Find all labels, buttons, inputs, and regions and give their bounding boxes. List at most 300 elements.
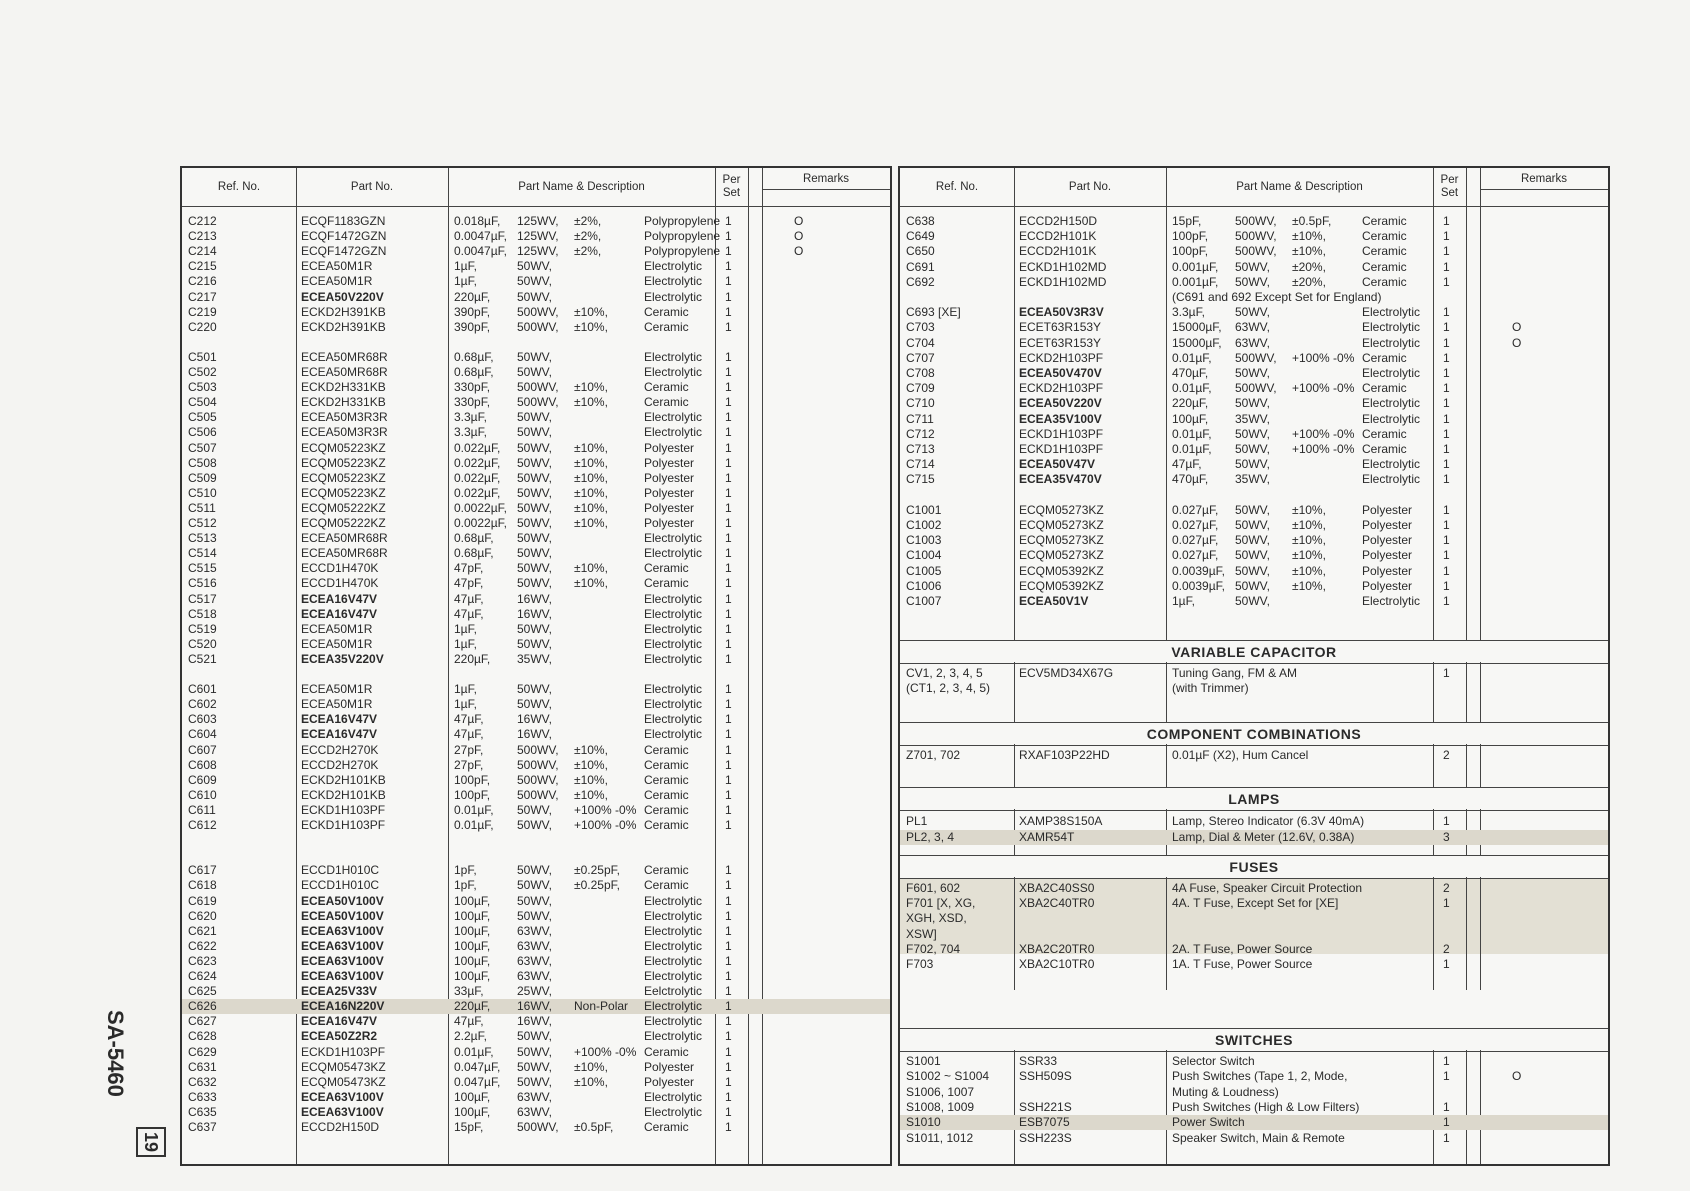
type: Polyester	[1362, 578, 1413, 593]
voltage: 125WV,	[517, 244, 559, 259]
part-no: ECQF1183GZN	[301, 214, 386, 228]
voltage: 50WV,	[517, 697, 552, 712]
type: Ceramic	[644, 802, 689, 817]
ref-no: C604	[188, 727, 217, 742]
per-set: 1	[725, 591, 732, 606]
ref-no: C1001	[906, 502, 942, 517]
tolerance: +100% -0%	[1292, 350, 1355, 365]
tolerance: +100% -0%	[1292, 442, 1355, 456]
part-no: XBA2C40SS0	[1019, 881, 1095, 895]
table-row	[900, 275, 1608, 290]
per-set: 1	[725, 561, 732, 576]
type: Electrolytic	[644, 410, 703, 425]
per-set: 1	[725, 621, 732, 636]
per-set: 1	[1443, 533, 1450, 548]
part-no: ECCD1H010C	[301, 863, 380, 878]
table-row	[182, 259, 890, 274]
type: Polyester	[644, 440, 695, 455]
type: Ceramic	[644, 395, 689, 410]
table-row	[182, 546, 890, 561]
table-row	[900, 351, 1608, 366]
value: 0.018µF,	[454, 214, 501, 228]
tolerance: ±10%,	[574, 561, 608, 576]
ref-no: C520	[188, 636, 217, 651]
table-row	[182, 652, 890, 667]
tolerance: ±10%,	[1292, 502, 1326, 517]
table-row	[900, 427, 1608, 442]
type: Ceramic	[644, 304, 689, 319]
voltage: 50WV,	[517, 365, 552, 379]
voltage: 50WV,	[517, 470, 552, 485]
voltage: 16WV,	[517, 999, 552, 1014]
remark-mark: O	[794, 244, 804, 259]
tolerance: ±0.25pF,	[574, 863, 620, 878]
value: 3.3µF,	[454, 410, 487, 425]
tolerance: ±10%,	[1292, 563, 1326, 578]
per-set: 1	[1443, 1130, 1450, 1145]
part-no: ECEA50V100V	[301, 908, 384, 923]
ref-no: C502	[188, 365, 217, 379]
type: Electrolytic	[1362, 594, 1421, 608]
table-row	[182, 531, 890, 546]
table-row	[900, 472, 1608, 487]
value: 0.01µF,	[454, 1044, 494, 1059]
table-row	[182, 758, 890, 773]
voltage: 50WV,	[517, 485, 552, 500]
voltage: 500WV,	[517, 742, 559, 757]
table-row	[900, 1131, 1608, 1146]
value: 0.001µF,	[1172, 274, 1219, 289]
voltage: 50WV,	[1235, 426, 1270, 441]
ref-no: C625	[188, 984, 217, 999]
tolerance: ±10%,	[574, 576, 608, 591]
type: Electrolytic	[1362, 305, 1421, 320]
voltage: 63WV,	[1235, 335, 1270, 350]
ref-no: C220	[188, 319, 217, 334]
tolerance: ±10%,	[1292, 533, 1326, 548]
per-set: 1	[1443, 259, 1450, 274]
per-set: 1	[1443, 335, 1450, 350]
per-set: 1	[1443, 666, 1450, 680]
ref-no: C633	[188, 1089, 217, 1104]
part-no: ECKD1H103PF	[301, 802, 386, 817]
voltage: 50WV,	[517, 410, 552, 425]
voltage: 50WV,	[517, 516, 552, 530]
table-row	[182, 471, 890, 486]
ref-no: C713	[906, 442, 935, 456]
voltage: 50WV,	[1235, 366, 1270, 380]
table-row	[900, 927, 1608, 942]
value: 470µF,	[1172, 472, 1209, 487]
type: Electrolytic	[644, 259, 703, 274]
voltage: 50WV,	[517, 878, 552, 893]
per-set: 1	[1443, 518, 1450, 532]
per-set: 1	[725, 365, 732, 379]
per-set: 1	[725, 440, 732, 455]
part-no: ECEA63V100V	[301, 1104, 384, 1119]
ref-no: C621	[188, 923, 217, 938]
per-set: 1	[1443, 457, 1450, 472]
type: Ceramic	[1362, 426, 1407, 441]
type: Electrolytic	[644, 365, 703, 379]
ref-no: C514	[188, 546, 217, 561]
type: Polyester	[1362, 518, 1413, 532]
part-no: ECQM05223KZ	[301, 440, 386, 455]
voltage: 16WV,	[517, 606, 552, 621]
value: 1µF,	[454, 274, 477, 289]
type: Electrolytic	[1362, 320, 1421, 335]
ref-no: C1007	[906, 594, 942, 608]
per-set: 1	[725, 938, 732, 953]
header-part-no: Part No.	[1068, 180, 1112, 193]
tolerance: ±10%,	[574, 455, 608, 470]
per-set: 1	[1443, 381, 1450, 396]
description: Power Switch	[1172, 1115, 1245, 1130]
type: Electrolytic	[1362, 457, 1421, 472]
tolerance: ±10%,	[1292, 548, 1326, 563]
voltage: 50WV,	[1235, 563, 1270, 578]
table-row	[900, 681, 1608, 696]
voltage: 125WV,	[517, 214, 559, 228]
table-row	[900, 1054, 1608, 1069]
remark-mark: O	[794, 229, 804, 244]
value: 1µF,	[454, 621, 477, 636]
per-set: 1	[1443, 1099, 1450, 1114]
value: 47µF,	[1172, 457, 1202, 472]
part-no: ECEA50M3R3R	[301, 425, 388, 440]
voltage: 50WV,	[517, 561, 552, 576]
part-no: ECEA63V100V	[301, 953, 384, 968]
value: 220µF,	[454, 289, 491, 304]
per-set: 3	[1443, 829, 1450, 844]
type: Polyester	[644, 485, 695, 500]
part-no: ECEA50M1R	[301, 274, 373, 289]
voltage: 500WV,	[517, 787, 559, 802]
ref-no: C620	[188, 908, 217, 923]
tolerance: ±10%,	[1292, 518, 1326, 532]
value: 27pF,	[454, 757, 484, 772]
value: 1pF,	[454, 863, 477, 878]
section-title-variable-capacitor: VARIABLE CAPACITOR	[900, 640, 1608, 664]
value: 100pF,	[1172, 229, 1209, 244]
part-no: ECEA63V100V	[301, 923, 384, 938]
part-no: ECKD1H103PF	[301, 1044, 386, 1059]
type: Polyester	[644, 470, 695, 485]
ref-no: C626	[188, 999, 217, 1014]
per-set: 1	[725, 878, 732, 893]
value: 15000µF,	[1172, 335, 1222, 350]
table-row	[182, 1075, 890, 1090]
ref-no: S1011, 1012	[906, 1130, 974, 1145]
tolerance: ±20%,	[1292, 259, 1326, 274]
ref-no: C610	[188, 787, 217, 802]
ref-no: C708	[906, 366, 935, 380]
per-set: 1	[725, 818, 732, 832]
ref-no: C623	[188, 953, 217, 968]
type: Electrolytic	[644, 969, 703, 983]
type: Electrolytic	[644, 712, 703, 727]
per-set: 1	[1443, 350, 1450, 365]
ref-no: C638	[906, 214, 935, 228]
voltage: 50WV,	[517, 1044, 552, 1059]
value: 100pF,	[1172, 244, 1209, 259]
part-no: ECEA35V220V	[301, 651, 384, 666]
table-row	[900, 942, 1608, 957]
header-part-no: Part No.	[350, 180, 394, 193]
per-set: 1	[725, 1104, 732, 1119]
per-set: 1	[725, 772, 732, 787]
ref-no: XGH, XSD,	[906, 911, 967, 926]
tolerance: ±10%,	[1292, 244, 1326, 259]
description: Lamp, Stereo Indicator (6.3V 40mA)	[1172, 814, 1365, 828]
value: 220µF,	[454, 999, 491, 1014]
type: Polyester	[1362, 563, 1413, 578]
value: 0.01µF,	[1172, 381, 1212, 396]
remark-mark: O	[1512, 335, 1522, 350]
value: 0.027µF,	[1172, 518, 1219, 532]
value: 0.027µF,	[1172, 533, 1219, 548]
table-header	[900, 168, 1608, 207]
value: 1µF,	[454, 697, 477, 712]
header-remarks: Remarks	[1520, 172, 1567, 185]
per-set: 1	[725, 712, 732, 727]
part-no: ECCD2H101K	[1019, 229, 1097, 244]
part-no: ECEA50M1R	[301, 697, 373, 712]
table-row	[900, 594, 1608, 609]
ref-no: C1003	[906, 533, 942, 548]
part-no: ECQM05222KZ	[301, 516, 386, 530]
table-row	[182, 1029, 890, 1044]
type: Electrolytic	[644, 591, 703, 606]
ref-no: C215	[188, 259, 217, 274]
ref-no: S1002 ~ S1004	[906, 1069, 990, 1084]
type: Electrolytic	[644, 636, 703, 651]
voltage: 500WV,	[1235, 214, 1277, 228]
type: Electrolytic	[644, 546, 703, 561]
per-set: 1	[725, 697, 732, 712]
part-no: ECEA50M1R	[301, 621, 373, 636]
per-set: 1	[725, 1044, 732, 1059]
description: Tuning Gang, FM & AM	[1172, 666, 1297, 680]
per-set: 1	[725, 289, 732, 304]
per-set: 1	[725, 425, 732, 440]
tolerance: ±10%,	[574, 395, 608, 410]
ref-no: S1010	[906, 1115, 941, 1130]
part-no: ECQF1472GZN	[301, 229, 387, 244]
ref-no: C703	[906, 320, 935, 335]
type: Polyester	[644, 1059, 695, 1074]
ref-no: C709	[906, 381, 935, 396]
note: (C691 and 692 Except Set for England)	[1172, 290, 1382, 304]
voltage: 50WV,	[517, 274, 552, 289]
per-set: 1	[725, 757, 732, 772]
ref-no: C632	[188, 1074, 217, 1089]
description: Speaker Switch, Main & Remote	[1172, 1130, 1345, 1145]
type: Ceramic	[644, 863, 689, 878]
per-set: 1	[725, 1089, 732, 1104]
per-set: 1	[725, 576, 732, 591]
type: Ceramic	[644, 787, 689, 802]
tolerance: ±10%,	[574, 742, 608, 757]
voltage: 63WV,	[517, 969, 552, 983]
per-set: 1	[725, 349, 732, 364]
type: Electrolytic	[1362, 396, 1421, 411]
part-no: ECKD1H102MD	[1019, 259, 1107, 274]
table-row	[182, 607, 890, 622]
ref-no: C517	[188, 591, 217, 606]
part-no: ECEA50M1R	[301, 682, 373, 697]
description: Lamp, Dial & Meter (12.6V, 0.38A)	[1172, 829, 1355, 844]
per-set: 1	[1443, 320, 1450, 335]
part-no: ECEA63V100V	[301, 938, 384, 953]
per-set: 1	[1443, 563, 1450, 578]
type: Ceramic	[644, 319, 689, 334]
ref-no: C624	[188, 969, 217, 983]
type: Electrolytic	[1362, 366, 1421, 380]
type: Ceramic	[1362, 214, 1407, 228]
ref-no: C712	[906, 426, 935, 441]
table-row	[182, 788, 890, 803]
header-per-set: Per Set	[722, 174, 741, 199]
per-set: 1	[1443, 366, 1450, 380]
value: 470µF,	[1172, 366, 1209, 380]
per-set: 1	[725, 636, 732, 651]
ref-no: F703	[906, 957, 934, 971]
type: Ceramic	[1362, 274, 1407, 289]
part-no: ECET63R153Y	[1019, 335, 1102, 350]
table-row	[900, 579, 1608, 594]
voltage: 25WV,	[517, 984, 552, 999]
value: 0.0039µF,	[1172, 563, 1225, 578]
ref-no: C602	[188, 697, 217, 712]
type: Ceramic	[644, 742, 689, 757]
part-no: ECEA50M3R3R	[301, 410, 388, 425]
part-no: ECET63R153Y	[1019, 320, 1102, 335]
type: Electrolytic	[644, 727, 703, 742]
table-row	[182, 441, 890, 456]
ref-no: C608	[188, 757, 217, 772]
ref-no: C650	[906, 244, 935, 259]
value: 0.001µF,	[1172, 259, 1219, 274]
per-set: 1	[725, 274, 732, 289]
value: 3.3µF,	[454, 425, 487, 440]
table-row	[182, 682, 890, 697]
voltage: 63WV,	[517, 1104, 552, 1119]
ref-no: C629	[188, 1044, 217, 1059]
table-row	[182, 425, 890, 440]
per-set: 1	[1443, 1054, 1450, 1068]
part-no: ECQM05273KZ	[1019, 518, 1104, 532]
part-no: ESB7075	[1019, 1115, 1070, 1130]
value: 100µF,	[454, 908, 491, 923]
voltage: 50WV,	[517, 531, 552, 546]
voltage: 50WV,	[517, 546, 552, 561]
part-no: ECKD2H101KB	[301, 787, 386, 802]
ref-no: C611	[188, 802, 216, 817]
per-set: 1	[725, 787, 732, 802]
part-no: ECEA50V100V	[301, 893, 384, 908]
section-title-fuses: FUSES	[900, 855, 1608, 879]
table-row	[900, 957, 1608, 972]
part-no: ECQM05273KZ	[1019, 548, 1104, 563]
per-set: 1	[725, 485, 732, 500]
type: Polypropylene	[644, 229, 721, 244]
type: Ceramic	[644, 772, 689, 787]
table-row	[182, 939, 890, 954]
ref-no: C612	[188, 818, 217, 832]
voltage: 63WV,	[517, 953, 552, 968]
voltage: 50WV,	[1235, 578, 1270, 593]
value: 330pF,	[454, 380, 491, 395]
table-row	[182, 592, 890, 607]
table-row	[182, 501, 890, 516]
value: 47pF,	[454, 576, 484, 591]
part-no: ECQM05473KZ	[301, 1074, 386, 1089]
table-row	[900, 911, 1608, 926]
part-no: ECEA50MR68R	[301, 349, 388, 364]
per-set: 2	[1443, 941, 1450, 956]
tolerance: ±10%,	[574, 1074, 608, 1089]
part-no: ECQM05223KZ	[301, 485, 386, 500]
value: 1µF,	[454, 259, 477, 274]
part-no: ECKD1H103PF	[1019, 426, 1104, 441]
description: 4A. T Fuse, Except Set for [XE]	[1172, 896, 1339, 911]
type: Ceramic	[644, 561, 689, 576]
type: Ceramic	[644, 576, 689, 591]
ref-no: C216	[188, 274, 217, 289]
part-no: ECCD2H150D	[301, 1120, 380, 1134]
table-row	[182, 894, 890, 909]
voltage: 50WV,	[517, 893, 552, 908]
per-set: 1	[1443, 442, 1450, 456]
table-row	[182, 576, 890, 591]
voltage: 500WV,	[517, 395, 559, 410]
part-no: ECQM05222KZ	[301, 500, 386, 515]
voltage: 50WV,	[517, 818, 552, 832]
part-no: ECQM05392KZ	[1019, 578, 1104, 593]
ref-no: PL2, 3, 4	[906, 829, 955, 844]
ref-no: C609	[188, 772, 217, 787]
type: Polyester	[644, 500, 695, 515]
tolerance: ±10%,	[574, 757, 608, 772]
ref-no: C628	[188, 1029, 217, 1044]
ref-no: C511	[188, 500, 216, 515]
value: 100µF,	[454, 953, 491, 968]
tolerance: ±2%,	[574, 229, 602, 244]
ref-no: C1006	[906, 578, 942, 593]
per-set: 1	[725, 727, 732, 742]
table-row	[900, 442, 1608, 457]
value: 2.2µF,	[454, 1029, 487, 1044]
value: 0.68µF,	[454, 546, 494, 561]
table-row	[900, 548, 1608, 563]
part-no: ECCD2H150D	[1019, 214, 1098, 228]
ref-no: F601, 602	[906, 881, 961, 895]
type: Ceramic	[644, 818, 689, 832]
table-row	[182, 637, 890, 652]
per-set: 1	[1443, 594, 1450, 608]
voltage: 500WV,	[1235, 350, 1277, 365]
per-set: 1	[1443, 411, 1450, 426]
voltage: 50WV,	[1235, 502, 1270, 517]
table-row	[900, 564, 1608, 579]
per-set: 1	[725, 229, 732, 244]
parts-table-left	[180, 166, 892, 1166]
type: Electrolytic	[644, 1104, 703, 1119]
per-set: 1	[725, 1014, 732, 1029]
table-row	[900, 396, 1608, 411]
value: 100µF,	[454, 923, 491, 938]
